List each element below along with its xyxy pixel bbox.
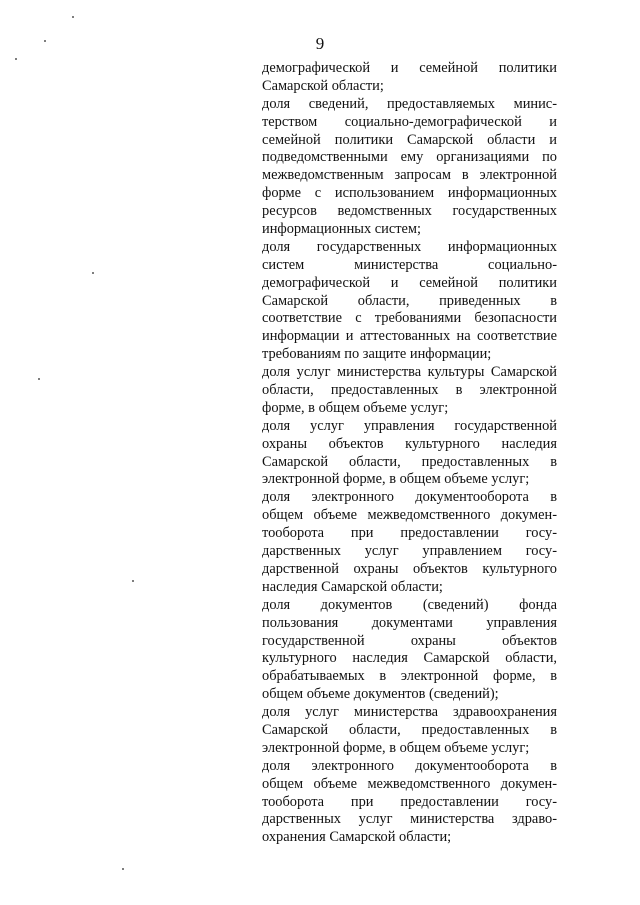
text-line: общем объеме межведомственного докумен- [262, 775, 557, 792]
text-line: терством социально-демографической и [262, 113, 557, 130]
text-line: демографической и семейной политики [262, 60, 557, 76]
text-line: доля сведений, предоставляемых минис- [262, 95, 557, 112]
text-line: доля государственных информационных [262, 238, 557, 255]
scan-speck [72, 16, 74, 18]
text-line: доля документов (сведений) фонда [262, 596, 557, 613]
text-line: Самарской области; [262, 77, 384, 94]
text-line: ресурсов ведомственных государственных [262, 203, 557, 220]
scan-speck [132, 580, 134, 582]
text-line: охраны объектов культурного наследия [262, 435, 557, 452]
text-line: Самарской области, предоставленных в [262, 453, 557, 470]
scan-speck [38, 378, 40, 380]
text-line: доля услуг управления государственной [262, 417, 557, 434]
page-number: 9 [315, 34, 325, 53]
text-line: Самарской области, предоставленных в [262, 721, 557, 738]
body-text [262, 60, 557, 847]
text-line: электронной форме, в общем объеме услуг; [262, 739, 530, 756]
text-line: межведомственным запросам в электронной [262, 167, 557, 184]
text-line: форме с использованием информационных [262, 185, 557, 202]
text-line: доля электронного документооборота в [262, 757, 557, 774]
text-line: требованиям по защите информации; [262, 346, 492, 363]
text-line: наследия Самарской области; [262, 578, 443, 595]
text-line: форме, в общем объеме услуг; [262, 399, 449, 416]
scan-speck [44, 40, 46, 42]
text-line: соответствие с требованиями безопасности [262, 310, 557, 327]
text-line: области, предоставленных в электронной [262, 382, 557, 399]
text-line: общем объеме документов (сведений); [262, 686, 499, 703]
text-line: обрабатываемых в электронной форме, в [262, 668, 557, 685]
text-line: Самарской области, приведенных в [262, 292, 557, 309]
text-line: демографической и семейной политики [262, 274, 557, 291]
text-line: систем министерства социально- [262, 256, 557, 273]
text-line: общем объеме межведомственного докумен- [262, 507, 557, 524]
scan-speck [122, 868, 124, 870]
text-line: тооборота при предоставлении госу- [262, 793, 557, 810]
text-line: подведомственными ему организациями по [262, 149, 557, 166]
text-line: электронной форме, в общем объеме услуг; [262, 471, 530, 488]
scan-speck [15, 58, 17, 60]
scan-speck [92, 272, 94, 274]
text-line: охранения Самарской области; [262, 829, 452, 846]
text-line: информации и аттестованных на соответствие [262, 328, 557, 345]
text-line: культурного наследия Самарской области, [262, 650, 557, 667]
text-line: дарственных услуг управлением госу- [262, 543, 557, 560]
text-line: семейной политики Самарской области и [262, 131, 557, 148]
text-line: дарственных услуг министерства здраво- [262, 811, 557, 828]
text-line: доля электронного документооборота в [262, 489, 557, 506]
text-line: тооборота при предоставлении госу- [262, 525, 557, 542]
text-line: доля услуг министерства здравоохранения [262, 704, 557, 721]
text-line: информационных систем; [262, 221, 422, 238]
text-line: государственной охраны объектов [262, 632, 557, 649]
text-line: доля услуг министерства культуры Самарской [262, 364, 557, 381]
text-line: дарственной охраны объектов культурного [262, 560, 557, 577]
text-line: пользования документами управления [262, 614, 557, 631]
